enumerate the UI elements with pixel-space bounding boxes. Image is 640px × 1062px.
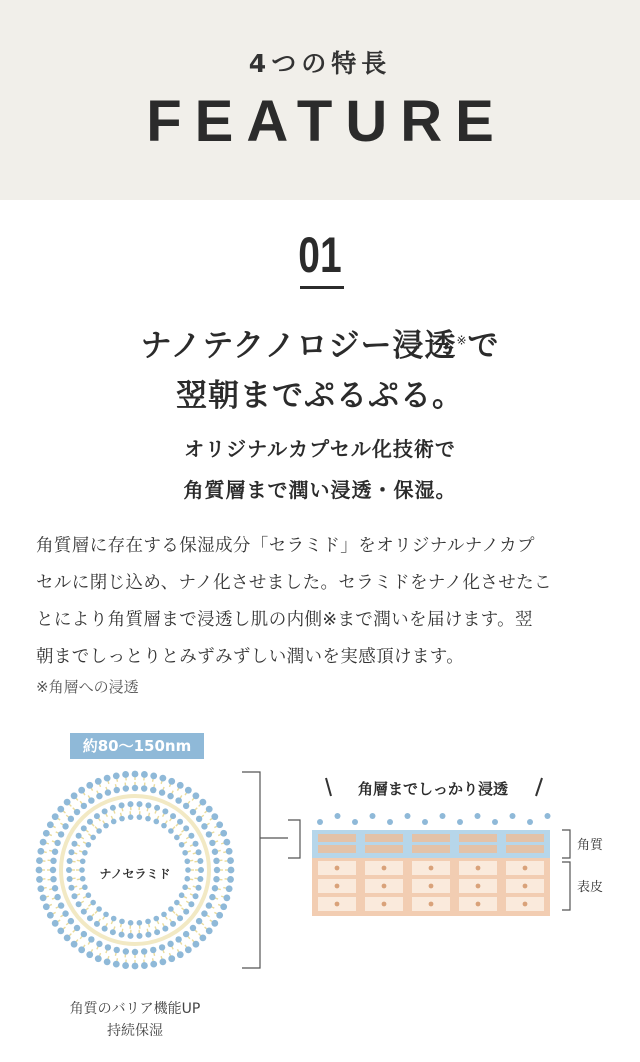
cell-nucleus — [476, 902, 481, 907]
lipid-head — [86, 782, 93, 789]
lipid-head — [206, 928, 213, 935]
lipid-head — [102, 926, 108, 932]
lipid-head — [94, 813, 100, 819]
lipid-head — [150, 787, 156, 793]
lipid-head — [137, 801, 143, 807]
feature-number-underline — [300, 286, 344, 289]
lipid-head — [111, 819, 117, 825]
lipid-head — [114, 787, 120, 793]
lipid-head — [227, 876, 234, 883]
penetration-slash-right — [536, 778, 542, 796]
lipid-head — [132, 771, 139, 778]
lipid-head — [96, 828, 102, 834]
permeating-dot — [510, 813, 516, 819]
lipid-head — [68, 816, 74, 822]
lipid-head — [213, 858, 219, 864]
lipid-head — [223, 894, 230, 901]
lipid-head — [37, 848, 44, 855]
lipid-head — [64, 799, 71, 806]
lipid-head — [81, 931, 87, 937]
lipid-head — [177, 782, 184, 789]
lipid-head — [36, 857, 43, 864]
lipid-head — [168, 955, 175, 962]
permeating-dot — [335, 813, 341, 819]
lipid-head — [95, 955, 102, 962]
feature-hero — [0, 0, 640, 200]
lipid-head — [196, 849, 202, 855]
lipid-head — [216, 912, 223, 919]
lipid-head — [211, 920, 218, 927]
lipid-head — [183, 803, 189, 809]
cell-nucleus — [382, 884, 387, 889]
lipid-head — [81, 825, 87, 831]
lipid-head — [54, 894, 60, 900]
lipid-head — [81, 803, 87, 809]
lipid-head — [223, 839, 230, 846]
lipid-head — [67, 858, 73, 864]
epidermis-layer-label: 表皮 — [577, 880, 604, 895]
lipid-head — [119, 802, 125, 808]
lipid-head — [212, 849, 218, 855]
lipid-head — [190, 809, 196, 815]
lipid-head — [170, 921, 176, 927]
lipid-head — [182, 850, 188, 856]
description-line: セルに閉じ込め、ナノ化させました。セラミドをナノ化させたこ — [36, 573, 552, 593]
lipid-head — [167, 793, 173, 799]
lipid-head — [68, 918, 74, 924]
lipid-head — [52, 813, 59, 820]
lipid-head — [175, 936, 181, 942]
lipid-head — [36, 876, 43, 883]
lipid-head — [87, 915, 93, 921]
lipid-head — [199, 934, 206, 941]
lipid-head — [159, 789, 165, 795]
corneocyte — [365, 845, 403, 853]
lipid-head — [52, 849, 58, 855]
lipid-head — [228, 867, 235, 874]
lipid-head — [141, 962, 148, 969]
lipid-head — [90, 900, 96, 906]
lipid-head — [177, 819, 183, 825]
cell-nucleus — [335, 902, 340, 907]
skin-layers-illustration — [312, 813, 551, 916]
lipid-head — [211, 813, 218, 820]
lipid-head — [193, 941, 200, 948]
lipid-head — [52, 920, 59, 927]
lipid-head — [179, 892, 185, 898]
subheadline-line-1: オリジナルカプセル化技術で — [184, 437, 456, 461]
permeating-dot — [352, 819, 358, 825]
lipid-head — [199, 799, 206, 806]
lipid-head — [57, 806, 64, 813]
lipid-head — [80, 858, 86, 864]
lipid-head — [79, 867, 85, 873]
lipid-head — [153, 916, 159, 922]
subheadline-line-2: 角質層まで潤い浸透・保湿。 — [183, 478, 457, 502]
lipid-head — [36, 867, 43, 874]
lipid-head — [185, 867, 191, 873]
lipid-head — [105, 944, 111, 950]
lipid-head — [86, 892, 92, 898]
lipid-head — [105, 789, 111, 795]
lipid-head — [174, 835, 180, 841]
lipid-head — [206, 902, 212, 908]
lipid-head — [94, 921, 100, 927]
corneocyte — [365, 834, 403, 842]
lipid-head — [86, 842, 92, 848]
lipid-head — [71, 893, 77, 899]
lipid-head — [111, 916, 117, 922]
section-subtitle: 4つの特長 — [248, 49, 392, 78]
lipid-head — [66, 867, 72, 873]
headline-text: ナノテクノロジー浸透 — [140, 328, 457, 364]
lipid-head — [114, 947, 120, 953]
lipid-head — [96, 906, 102, 912]
lipid-head — [95, 778, 102, 785]
lipid-head — [96, 941, 102, 947]
cell-nucleus — [476, 866, 481, 871]
cell-nucleus — [476, 884, 481, 889]
lipid-head — [145, 802, 151, 808]
lipid-head — [50, 858, 56, 864]
lipid-head — [62, 910, 68, 916]
lipid-head — [64, 934, 71, 941]
permeating-dot — [527, 819, 533, 825]
lipid-head — [170, 813, 176, 819]
permeating-dot — [475, 813, 481, 819]
lipid-head — [185, 946, 192, 953]
section-title: FEATURE — [146, 89, 507, 154]
lipid-head — [197, 858, 203, 864]
lipid-head — [154, 929, 160, 935]
lipid-head — [87, 819, 93, 825]
diagram-caption — [30, 998, 240, 1042]
lipid-head — [123, 785, 129, 791]
lipid-head — [57, 928, 64, 935]
lipid-head — [220, 903, 227, 910]
lipid-head — [78, 787, 85, 794]
lipid-head — [127, 801, 133, 807]
lipid-head — [110, 805, 116, 811]
lipid-head — [167, 941, 173, 947]
lipid-head — [128, 814, 134, 820]
lipid-head — [47, 821, 54, 828]
lipid-head — [122, 771, 129, 778]
lipid-head — [76, 901, 82, 907]
lipid-head — [193, 893, 199, 899]
cell-nucleus — [429, 902, 434, 907]
corneocyte — [506, 845, 544, 853]
lipid-head — [168, 906, 174, 912]
lipid-head — [43, 830, 50, 837]
lipid-head — [71, 841, 77, 847]
permeating-dot — [405, 813, 411, 819]
lipid-head — [104, 958, 111, 965]
description-line: 角質層に存在する保湿成分「セラミド」をオリジナルナノカプ — [36, 536, 535, 556]
lipid-head — [62, 823, 68, 829]
lipid-head — [159, 958, 166, 965]
lipid-head — [119, 932, 125, 938]
caption-line: 持続保湿 — [107, 1023, 163, 1039]
lipid-head — [153, 819, 159, 825]
headline-text-end: で — [467, 328, 500, 364]
lipid-head — [137, 920, 143, 926]
lipid-head — [132, 949, 138, 955]
lipid-head — [123, 948, 129, 954]
capsule-bracket — [242, 772, 288, 968]
caption-line: 角質のバリア機能UP — [69, 1001, 201, 1017]
lipid-head — [80, 876, 86, 882]
lipid-head — [150, 772, 157, 779]
lipid-head — [182, 884, 188, 890]
lipid-head — [43, 903, 50, 910]
lipid-head — [183, 931, 189, 937]
lipid-head — [128, 920, 134, 926]
capsule-label: ナノセラミド — [99, 867, 171, 881]
lipid-head — [102, 808, 108, 814]
lipid-head — [213, 876, 219, 882]
lipid-head — [193, 792, 200, 799]
lipid-head — [196, 816, 202, 822]
cell-nucleus — [382, 866, 387, 871]
lipid-head — [88, 797, 94, 803]
lipid-head — [209, 894, 215, 900]
lipid-head — [183, 909, 189, 915]
lipid-head — [127, 933, 133, 939]
lipid-head — [141, 948, 147, 954]
lipid-head — [188, 901, 194, 907]
lipid-head — [81, 909, 87, 915]
lipid-head — [86, 951, 93, 958]
lipid-head — [198, 867, 204, 873]
lipid-head — [226, 848, 233, 855]
lipid-head — [179, 842, 185, 848]
epidermis-layer-bracket — [562, 862, 570, 910]
corneocyte — [412, 845, 450, 853]
feature-number: 01 — [298, 227, 342, 283]
lipid-head — [122, 962, 129, 969]
cell-nucleus — [523, 866, 528, 871]
lipid-head — [37, 885, 44, 892]
lipid-head — [119, 816, 125, 822]
lipid-head — [137, 814, 143, 820]
lipid-head — [220, 830, 227, 837]
footnote: ※角層への浸透 — [36, 678, 139, 696]
lipid-head — [141, 785, 147, 791]
cell-nucleus — [523, 884, 528, 889]
corneocyte — [506, 834, 544, 842]
stratum-layer-bracket — [562, 830, 570, 858]
lipid-head — [196, 885, 202, 891]
lipid-head — [175, 797, 181, 803]
permeating-dot — [492, 819, 498, 825]
lipid-head — [104, 775, 111, 782]
lipid-head — [110, 929, 116, 935]
lipid-head — [193, 841, 199, 847]
lipid-head — [159, 775, 166, 782]
lipid-head — [103, 823, 109, 829]
headline-note-mark: ※ — [456, 333, 468, 348]
lipid-head — [206, 806, 213, 813]
lipid-head — [76, 833, 82, 839]
lipid-head — [47, 912, 54, 919]
lipid-head — [82, 850, 88, 856]
lipid-head — [168, 828, 174, 834]
lipid-head — [68, 849, 74, 855]
stratum-layer-label: 角質 — [577, 838, 604, 853]
penetration-slash-left — [326, 778, 331, 796]
permeating-dot — [457, 819, 463, 825]
lipid-head — [82, 884, 88, 890]
lipid-head — [67, 876, 73, 882]
penetration-label: 角層までしっかり浸透 — [357, 780, 509, 798]
lipid-head — [201, 823, 207, 829]
cell-nucleus — [429, 884, 434, 889]
lipid-head — [78, 946, 85, 953]
lipid-head — [185, 787, 192, 794]
nano-ceramide-diagram — [0, 760, 640, 980]
corneocyte — [459, 845, 497, 853]
lipid-head — [119, 919, 125, 925]
lipid-head — [113, 961, 120, 968]
cell-nucleus — [523, 902, 528, 907]
lipid-head — [227, 857, 234, 864]
feature-description — [36, 528, 608, 676]
permeating-dot — [387, 819, 393, 825]
lipid-head — [190, 925, 196, 931]
permeating-dot — [317, 819, 323, 825]
lipid-head — [58, 831, 64, 837]
lipid-head — [209, 840, 215, 846]
lipid-head — [226, 885, 233, 892]
description-line: 朝までしっとりとみずみずしい潤いを実感頂けます。 — [36, 647, 465, 667]
lipid-head — [216, 821, 223, 828]
lipid-head — [177, 915, 183, 921]
lipid-head — [52, 885, 58, 891]
corneocyte — [412, 834, 450, 842]
permeating-dot — [440, 813, 446, 819]
lipid-head — [137, 933, 143, 939]
lipid-head — [88, 936, 94, 942]
permeating-dot — [370, 813, 376, 819]
lipid-head — [184, 858, 190, 864]
lipid-head — [201, 910, 207, 916]
permeating-dot — [545, 813, 551, 819]
lipid-head — [159, 944, 165, 950]
lipid-head — [188, 833, 194, 839]
lipid-head — [162, 926, 168, 932]
lipid-head — [50, 867, 56, 873]
cell-nucleus — [335, 884, 340, 889]
lipid-head — [145, 816, 151, 822]
lipid-head — [58, 902, 64, 908]
lipid-head — [141, 771, 148, 778]
lipid-head — [150, 961, 157, 968]
corneocyte — [459, 834, 497, 842]
lipid-head — [71, 792, 78, 799]
lipid-head — [74, 809, 80, 815]
description-line: とにより角質層まで浸透し肌の内側※まで潤いを届けます。翌 — [36, 610, 533, 630]
cell-nucleus — [429, 866, 434, 871]
size-badge: 約80〜150nm — [70, 733, 204, 759]
lipid-head — [177, 951, 184, 958]
lipid-head — [184, 876, 190, 882]
cell-nucleus — [382, 902, 387, 907]
lipid-head — [103, 912, 109, 918]
lipid-head — [54, 840, 60, 846]
lipid-head — [40, 894, 47, 901]
corneocyte — [318, 834, 356, 842]
lipid-head — [196, 918, 202, 924]
lipid-head — [68, 885, 74, 891]
lipid-head — [214, 867, 220, 873]
lipid-head — [197, 876, 203, 882]
lipid-head — [132, 963, 139, 970]
lipid-head — [161, 823, 167, 829]
cell-nucleus — [335, 866, 340, 871]
lipid-head — [150, 947, 156, 953]
lipid-head — [96, 793, 102, 799]
lipid-head — [206, 831, 212, 837]
headline-line-2: 翌朝までぷるぷる。 — [176, 378, 464, 414]
permeating-dot — [422, 819, 428, 825]
lipid-head — [90, 835, 96, 841]
lipid-head — [161, 912, 167, 918]
lipid-head — [50, 876, 56, 882]
lipid-head — [113, 772, 120, 779]
lipid-head — [183, 825, 189, 831]
lipid-head — [154, 805, 160, 811]
lipid-head — [74, 925, 80, 931]
lipid-head — [168, 778, 175, 785]
lipid-head — [145, 932, 151, 938]
stratum-bracket — [288, 820, 300, 858]
lipid-head — [162, 808, 168, 814]
lipid-head — [212, 885, 218, 891]
headline-line-1 — [0, 320, 640, 365]
corneocyte — [318, 845, 356, 853]
lipid-head — [132, 785, 138, 791]
lipid-head — [174, 900, 180, 906]
lipid-head — [71, 941, 78, 948]
lipid-head — [40, 839, 47, 846]
lipid-head — [145, 919, 151, 925]
